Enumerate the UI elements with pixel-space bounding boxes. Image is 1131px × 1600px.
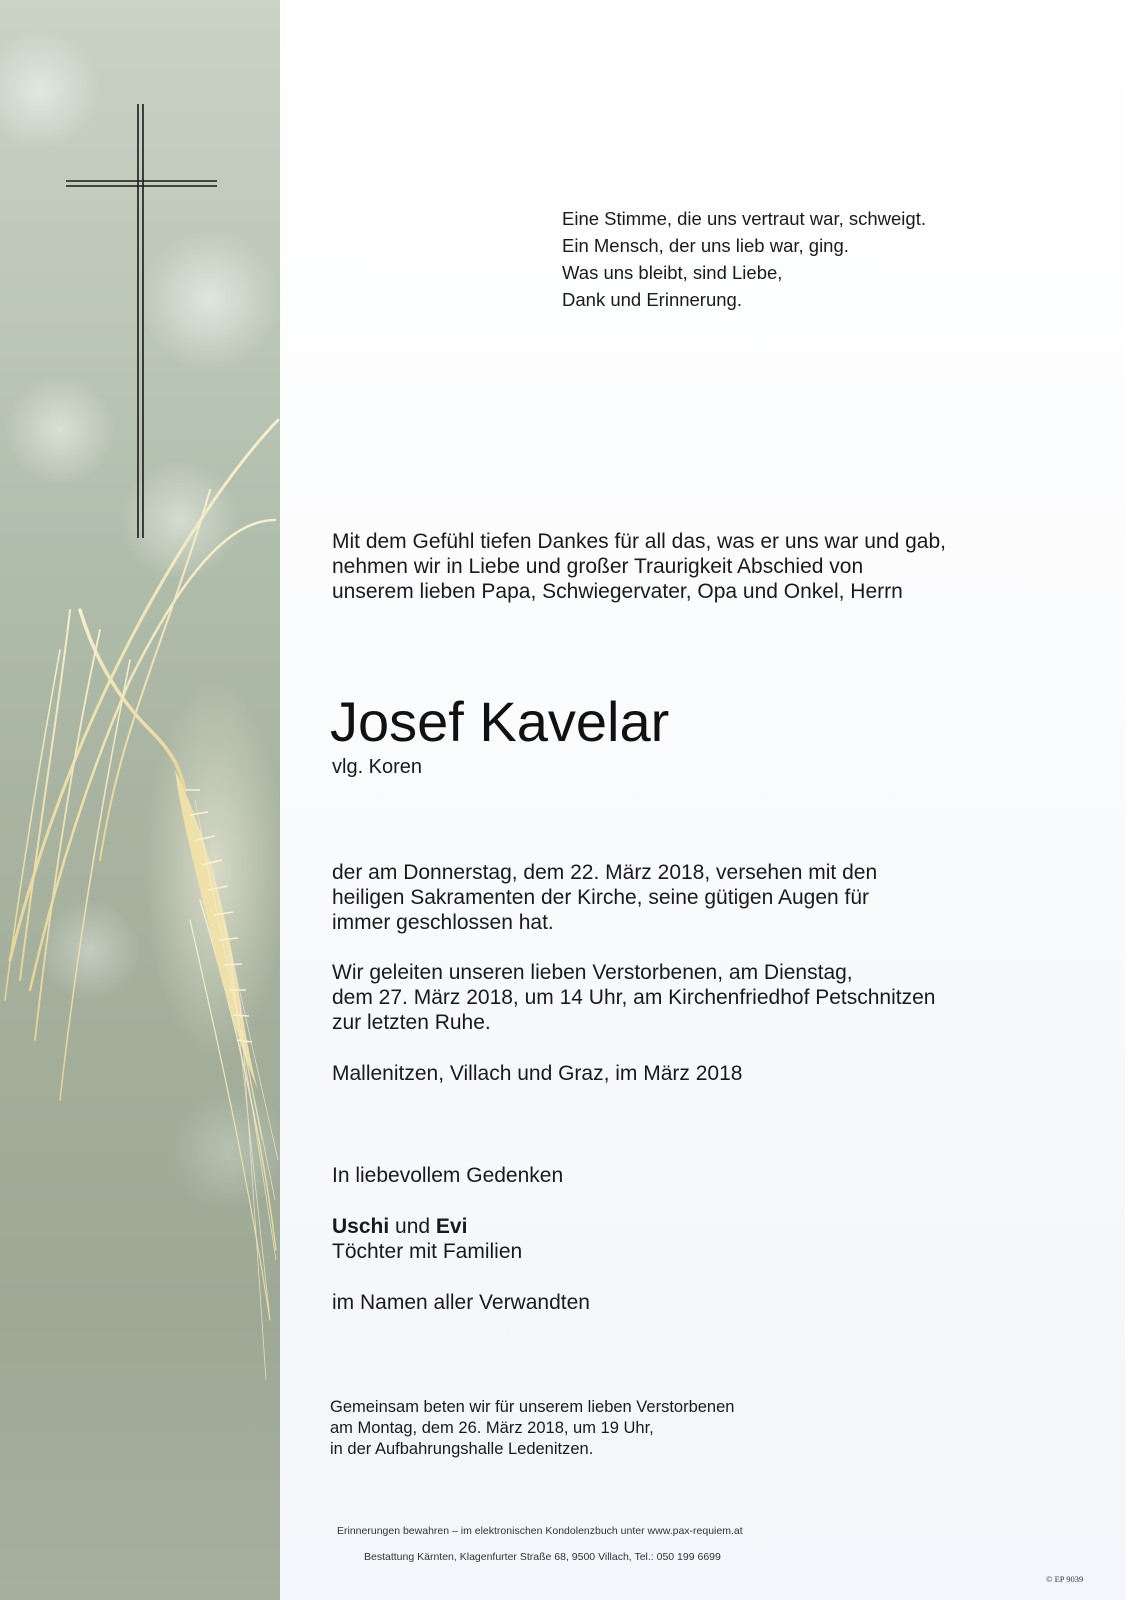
death-line-3: immer geschlossen hat.	[332, 911, 554, 934]
deceased-name: Josef Kavelar	[330, 690, 670, 753]
mourners-names	[332, 1214, 467, 1239]
footer-undertaker: Bestattung Kärnten, Klagenfurter Straße 68, 9500 Villach, Tel.: 050 199 6699	[364, 1551, 721, 1563]
poem-line-3: Was uns bleibt, sind Liebe,	[562, 262, 783, 283]
funeral-line-2: dem 27. März 2018, um 14 Uhr, am Kirchenfriedhof Petschnitzen	[332, 986, 936, 1009]
death-line-1: der am Donnerstag, dem 22. März 2018, versehen mit den	[332, 861, 878, 884]
poem-line-4: Dank und Erinnerung.	[562, 289, 742, 310]
wheat-image	[0, 0, 280, 1600]
cross-icon	[66, 104, 217, 538]
deceased-alias: vlg. Koren	[332, 756, 423, 778]
intro-line-2: nehmen wir in Liebe und großer Traurigkeit Abschied von	[332, 555, 864, 578]
footer-code: © EP 9039	[1046, 1574, 1084, 1584]
poem-line-1: Eine Stimme, die uns vertraut war, schweigt.	[562, 208, 926, 229]
mourners-closing: im Namen aller Verwandten	[332, 1291, 590, 1314]
death-line-2: heiligen Sakramenten der Kirche, seine gütigen Augen für	[332, 886, 870, 909]
mourners-heading: In liebevollem Gedenken	[332, 1164, 564, 1187]
poem-line-2: Ein Mensch, der uns lieb war, ging.	[562, 235, 849, 256]
prayer-line-1: Gemeinsam beten wir für unserem lieben Verstorbenen	[330, 1398, 735, 1416]
funeral-line-3: zur letzten Ruhe.	[332, 1011, 491, 1034]
mourner-name-1: Uschi	[332, 1215, 390, 1238]
prayer-line-3: in der Aufbahrungshalle Ledenitzen.	[330, 1440, 594, 1458]
mourner-name-2: Evi	[435, 1215, 468, 1238]
intro-line-1: Mit dem Gefühl tiefen Dankes für all das, was er uns war und gab,	[332, 530, 946, 553]
intro-line-3: unserem lieben Papa, Schwiegervater, Opa und Onkel, Herrn	[332, 580, 903, 603]
mourner-connector: und	[389, 1215, 436, 1238]
decorative-side-panel	[0, 0, 280, 1600]
prayer-line-2: am Montag, dem 26. März 2018, um 19 Uhr,	[330, 1419, 654, 1437]
place-date: Mallenitzen, Villach und Graz, im März 2018	[332, 1062, 743, 1085]
footer-condolence: Erinnerungen bewahren – im elektronischen Kondolenzbuch unter www.pax-requiem.at	[337, 1525, 743, 1537]
mourners-relation: Töchter mit Familien	[332, 1240, 523, 1263]
funeral-line-1: Wir geleiten unseren lieben Verstorbenen, am Dienstag,	[332, 961, 853, 984]
